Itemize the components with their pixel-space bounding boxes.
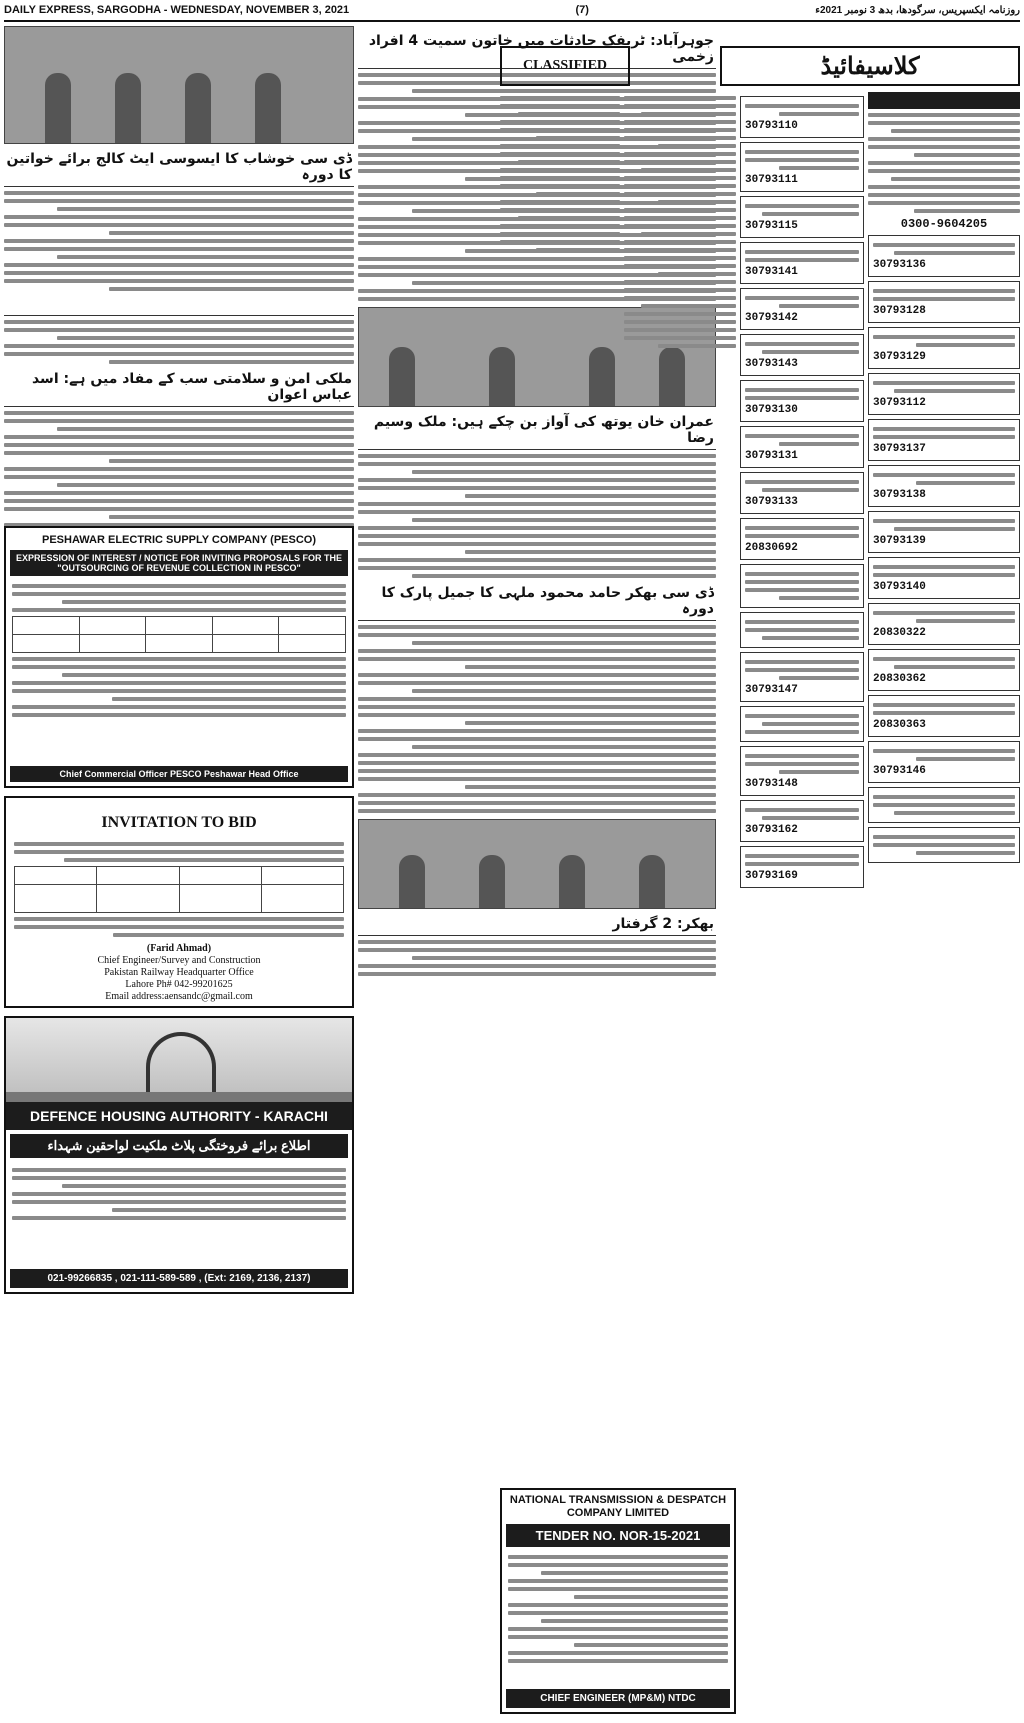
ad-box <box>740 518 864 560</box>
masthead-left: DAILY EXPRESS, SARGODHA - WEDNESDAY, NOVEMBER 3, 2021 <box>4 4 350 16</box>
ad-box <box>740 652 864 702</box>
ad-box <box>740 706 864 742</box>
ad-box <box>868 235 1020 277</box>
railway-city: Lahore Ph# 042-99201625 <box>125 979 233 990</box>
ad-code: 30793169 <box>745 870 798 882</box>
ad-box <box>740 288 864 330</box>
ad-code: 30793162 <box>745 824 798 836</box>
page-number: (7) <box>575 4 589 16</box>
ntdc-footer: CHIEF ENGINEER (MP&M) NTDC <box>506 1689 730 1708</box>
ntdc-name: NATIONAL TRANSMISSION & DESPATCH COMPANY LIMITED <box>509 1494 727 1519</box>
ad-code: 30793131 <box>745 450 798 462</box>
headline-bhakkar-arrest: بھکر: 2 گرفتار <box>358 913 716 936</box>
ad-code: 30793111 <box>745 174 798 186</box>
railway-ad <box>4 796 354 1008</box>
ad-box <box>868 327 1020 369</box>
masthead <box>4 0 1020 22</box>
news-photo-3 <box>358 819 716 909</box>
ad-box <box>740 96 864 138</box>
ad-box <box>740 196 864 238</box>
ad-code: 30793129 <box>873 351 926 363</box>
classified-col-d <box>868 92 1020 867</box>
ad-code: 20830692 <box>745 542 798 554</box>
classified-ur-header: کلاسیفائیڈ <box>720 46 1020 86</box>
pesco-name: PESHAWAR ELECTRIC SUPPLY COMPANY (PESCO) <box>41 534 317 546</box>
classified-col-b <box>624 92 736 352</box>
ad-code: 30793138 <box>873 489 926 501</box>
pesco-title: EXPRESSION OF INTEREST / NOTICE FOR INVITING PROPOSALS FOR THE "OUTSOURCING OF REVENUE COLLECTION IN PESCO" <box>10 550 348 576</box>
ad-box <box>868 827 1020 863</box>
ad-box <box>740 800 864 842</box>
ad-code: 30793139 <box>873 535 926 547</box>
ad-box <box>868 603 1020 645</box>
ad-code: 30793115 <box>745 220 798 232</box>
ad-code: 30793133 <box>745 496 798 508</box>
ad-code: 30793137 <box>873 443 926 455</box>
ad-box <box>740 612 864 648</box>
railway-signer: (Farid Ahmad) <box>146 943 212 954</box>
ad-code: 30793146 <box>873 765 926 777</box>
railway-role: Chief Engineer/Survey and Construction <box>97 955 261 966</box>
ad-code: 30793130 <box>745 404 798 416</box>
ad-box <box>740 472 864 514</box>
headline-dc-bhakkar: ڈی سی بھکر حامد محمود ملہی کا جمیل پارک کا دورہ <box>358 582 716 621</box>
dha-phones: 021-99266835 , 021-111-589-589 , (Ext: 2169, 2136, 2137) <box>10 1269 348 1288</box>
ntdc-tender: TENDER NO. NOR-15-2021 <box>506 1524 730 1547</box>
classified-col-c <box>740 92 864 892</box>
ad-box <box>740 142 864 192</box>
ad-box <box>868 511 1020 553</box>
ad-box <box>740 380 864 422</box>
classified-col-a <box>500 92 620 256</box>
ad-box <box>868 649 1020 691</box>
ad-code: 30793142 <box>745 312 798 324</box>
ad-box <box>740 746 864 796</box>
ad-code: 30793147 <box>745 684 798 696</box>
ad-box <box>868 419 1020 461</box>
dha-skyline <box>6 1018 352 1102</box>
ad-code: 20830363 <box>873 719 926 731</box>
dha-ad <box>4 1016 354 1294</box>
headline-traffic: جوہرآباد: ٹریفک حادثات میں خاتون سمیت 4 افراد زخمی <box>358 30 716 69</box>
headline-imran-khan: عمران خان یوتھ کی آواز بن چکے ہیں: ملک وسیم رضا <box>358 411 716 450</box>
railway-org: Pakistan Railway Headquarter Office <box>104 967 254 978</box>
ad-code: 30793110 <box>745 120 798 132</box>
ntdc-ad <box>500 1488 736 1714</box>
headline-market <box>4 295 354 316</box>
railway-title: INVITATION TO BID <box>101 814 257 831</box>
railway-email: Email address:aensandc@gmail.com <box>105 991 253 1002</box>
ad-code: 30793112 <box>873 397 926 409</box>
ad-box <box>740 334 864 376</box>
news-photo-1 <box>4 26 354 144</box>
ad-code: 30793141 <box>745 266 798 278</box>
ad-box <box>868 373 1020 415</box>
ad-box <box>740 564 864 608</box>
classified-phone: 0300-9604205 <box>900 217 988 231</box>
ad-box <box>740 242 864 284</box>
ad-box <box>868 557 1020 599</box>
pesco-footer: Chief Commercial Officer PESCO Peshawar Head Office <box>10 766 348 782</box>
ad-code: 30793148 <box>745 778 798 790</box>
ad-box <box>868 741 1020 783</box>
ad-code: 30793143 <box>745 358 798 370</box>
ad-box <box>868 281 1020 323</box>
ad-code: 30793140 <box>873 581 926 593</box>
dha-urdu-title: اطلاع برائے فروختگی پلاٹ ملکیت لواحقین شہداء <box>10 1134 348 1158</box>
ad-box <box>740 846 864 888</box>
left-news-column <box>4 26 354 531</box>
ad-code: 20830322 <box>873 627 926 639</box>
ad-box <box>868 787 1020 823</box>
ad-code: 30793128 <box>873 305 926 317</box>
ad-code: 20830362 <box>873 673 926 685</box>
ad-code: 30793136 <box>873 259 926 271</box>
classified-en-header: CLASSIFIED <box>500 46 630 86</box>
ad-box <box>868 465 1020 507</box>
masthead-right: روزنامہ ایکسپریس، سرگودھا، بدھ 3 نومبر 2021ء <box>815 4 1020 16</box>
headline-asad-abbas: ملکی امن و سلامتی سب کے مفاد میں ہے: اسد عباس اعوان <box>4 368 354 407</box>
headline-dc-khushab: ڈی سی خوشاب کا ایسوسی ایٹ کالج برائے خواتین کا دورہ <box>4 148 354 187</box>
ad-box <box>868 695 1020 737</box>
dha-title: DEFENCE HOUSING AUTHORITY - KARACHI <box>6 1102 352 1130</box>
ad-box <box>740 426 864 468</box>
pesco-ad <box>4 526 354 788</box>
rates-header <box>868 92 1020 109</box>
